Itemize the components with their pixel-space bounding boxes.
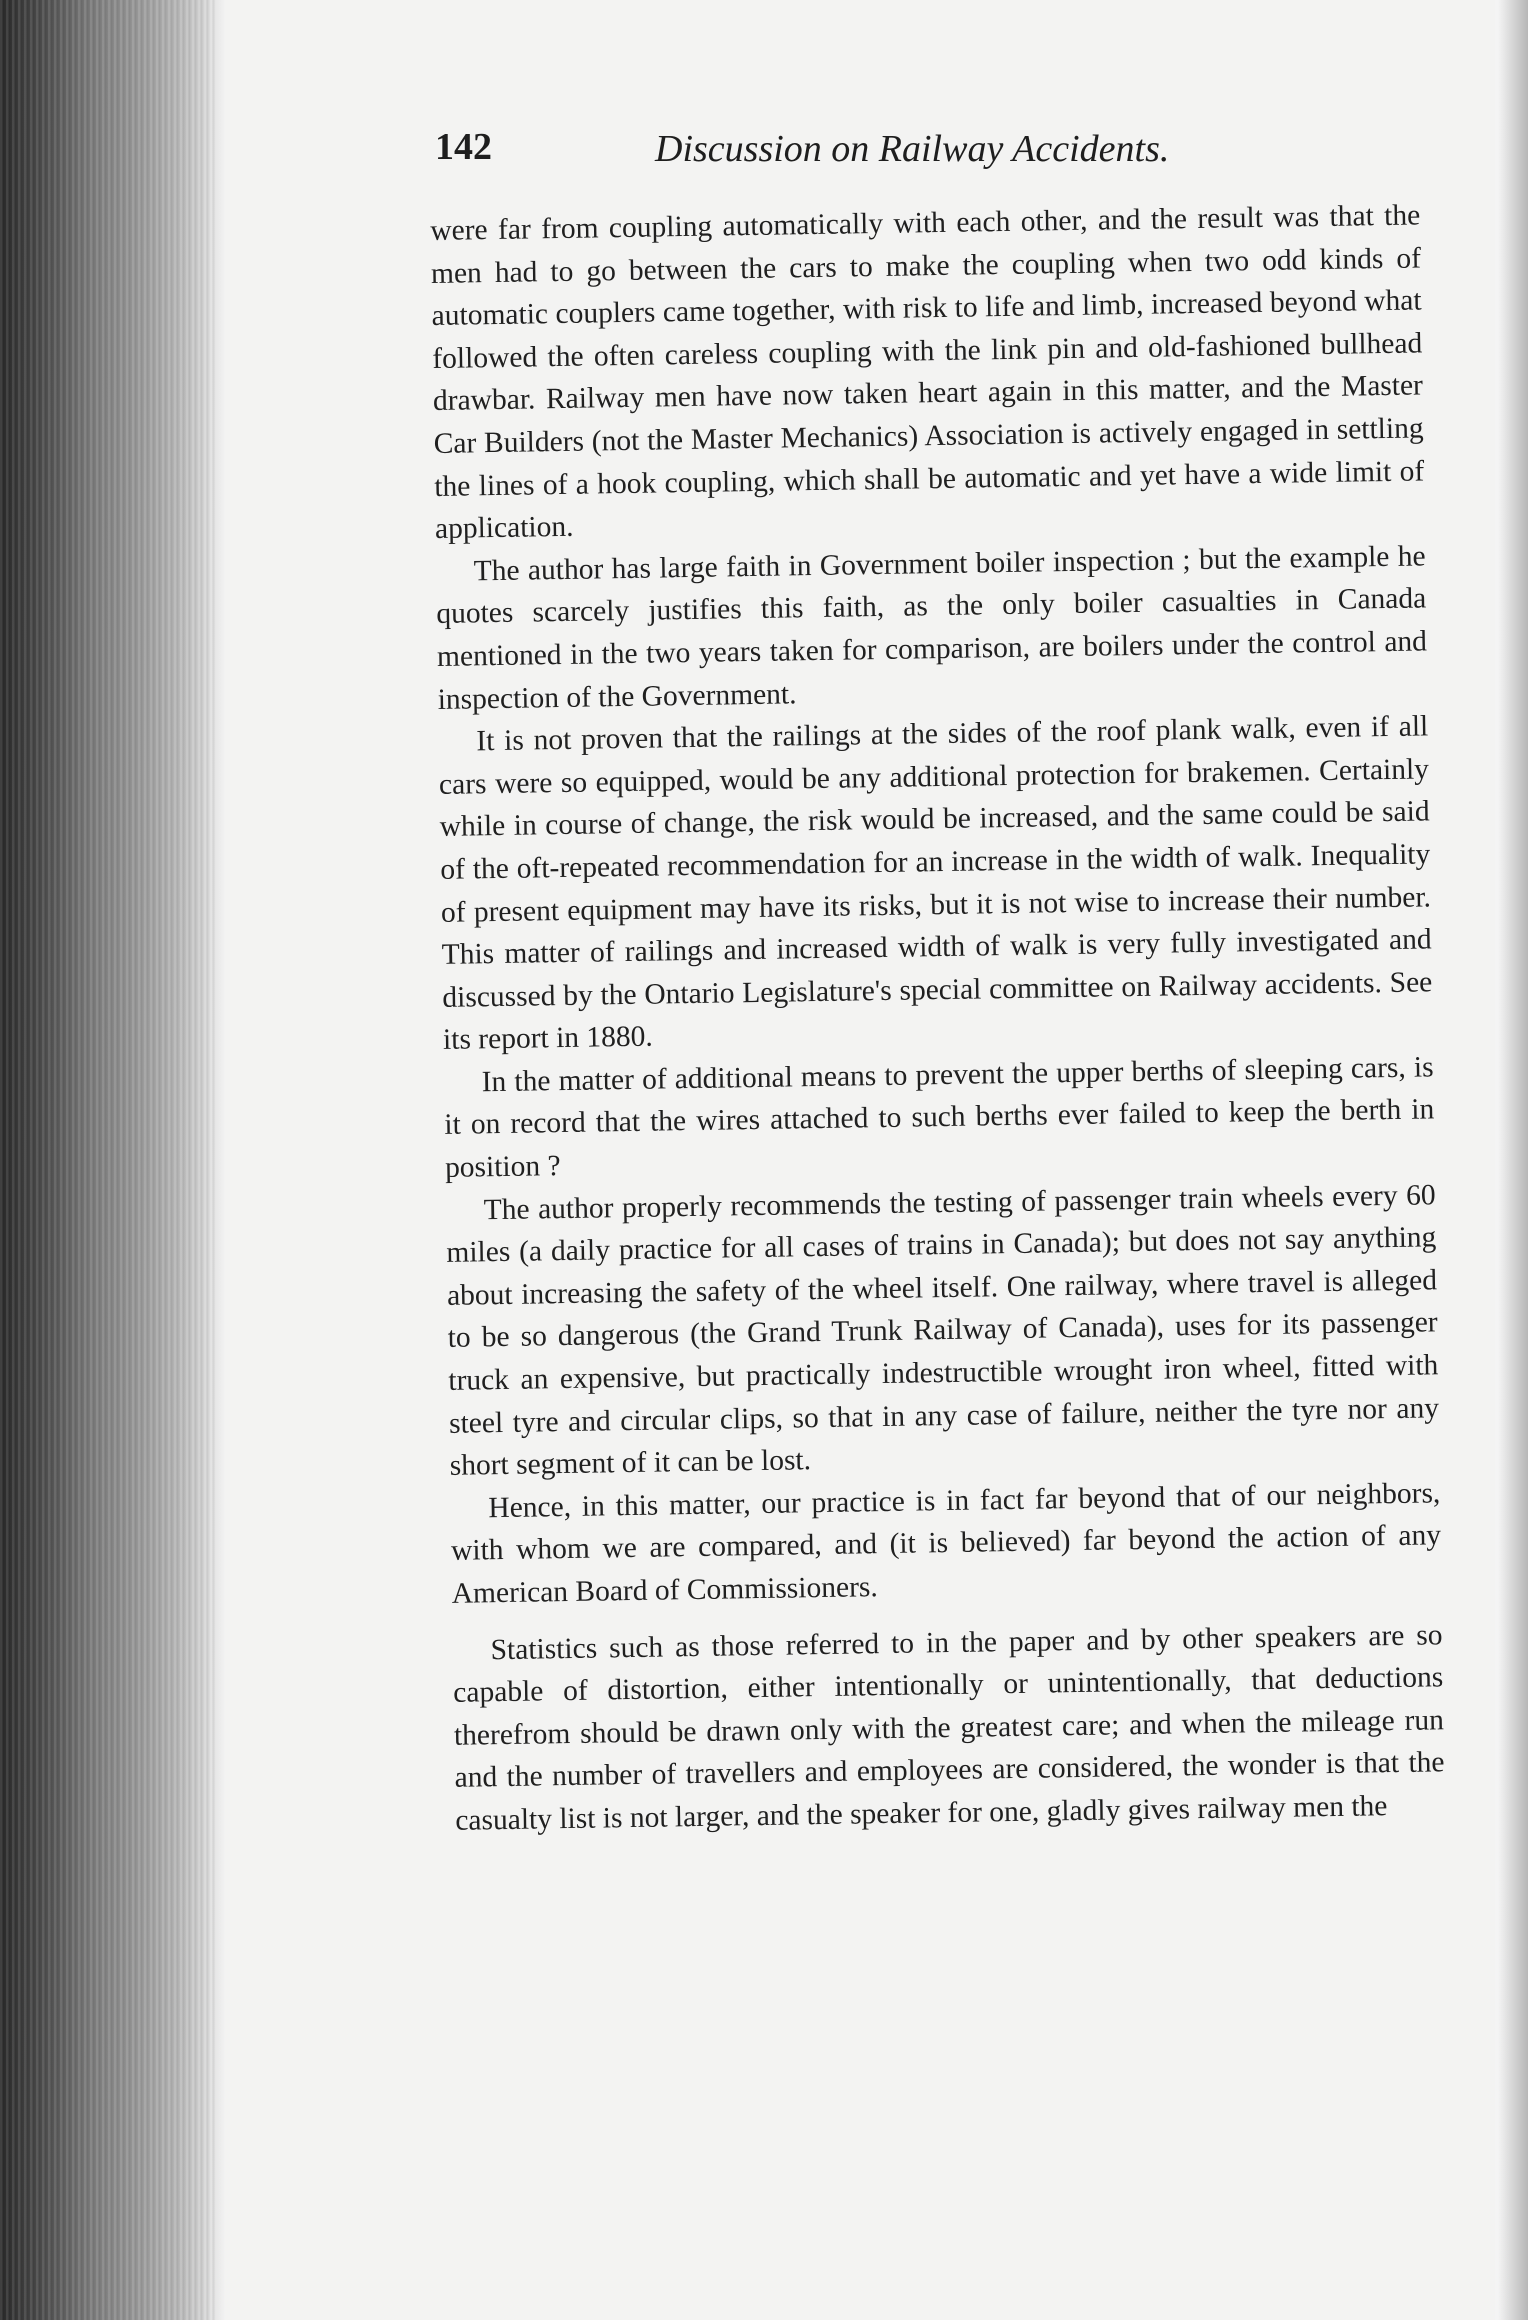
running-title: Discussion on Railway Accidents. (655, 128, 1170, 170)
paragraph-statistics: Statistics such as those referred to in the paper and by other speakers are so capable of distortion, either intentionally or unintentionally, that deductions therefrom should be drawn only with the greatest care; and when the mileage run and the number of travellers and employees are considered, the wonder is that the casualty list is not larger, and the speaker for one, gladly gives railway men the (453, 1618, 1445, 1837)
page-shadow (1498, 0, 1528, 2320)
book-page-edges (0, 0, 215, 2320)
paragraph-wheel-testing: The author properly recommends the testing of passenger train wheels every 60 miles (a daily practice for all cases of trains in Canada); but does not say anything about increasing the safety of the wheel itself. One railway, where travel is alleged to be so dangerous (the Grand Trunk Railway of Canada), uses for its passenger truck an expensive, but practically indestructible wrought iron wheel, fitted with steel tyre and circular clips, so that in any case of failure, neither the tyre nor any short segment of it can be lost. (446, 1178, 1440, 1483)
paragraph-boiler-inspection: The author has large faith in Government boiler inspection ; but the example he quotes scarcely justifies this faith, as the only boiler casualties in Canada mentioned in the two years taken for comparison, are boilers under the control and inspection of the Government. (436, 540, 1428, 716)
body-text (430, 194, 1446, 1842)
page-sheet (225, 0, 1495, 2320)
page-header (435, 125, 1435, 185)
page-number: 142 (435, 126, 492, 168)
paragraph-railings: It is not proven that the railings at the sides of the roof plank walk, even if all cars were so equipped, would be any additional protection for brakemen. Certainly while in course of change, the risk would be increased, and the same could be said of the oft-repeated recommendation for an increase in the width of walk. Inequality of present equipment may have its risks, but it is not wise to increase their number. This matter of railings and increased width of walk is very fully investigated and discussed by the Ontario Legislature's special committee on Railway accidents. See its report in 1880. (438, 710, 1433, 1057)
paragraph-sleeping-cars: In the matter of additional means to prevent the upper berths of sleeping cars, is it on record that the wires attached to such berths ever failed to keep the berth in position ? (444, 1051, 1435, 1184)
paragraph-practice: Hence, in this matter, our practice is in fact far beyond that of our neighbors, with whom we are compared, and (it is believed) far beyond the action of any American Board of Commissioners. (450, 1477, 1442, 1610)
paragraph-continued: were far from coupling automatically with each other, and the result was that the men had to go between the cars to make the coupling when two odd kinds of automatic couplers came together, with risk to life and limb, increased beyond what followed the often careless coupling with the link pin and old-fashioned bullhead drawbar. Railway men have now taken heart again in this matter, and the Master Car Builders (not the Master Mechanics) Association is actively engaged in settling the lines of a hook coupling, which shall be automatic and yet have a wide limit of application. (430, 199, 1425, 546)
